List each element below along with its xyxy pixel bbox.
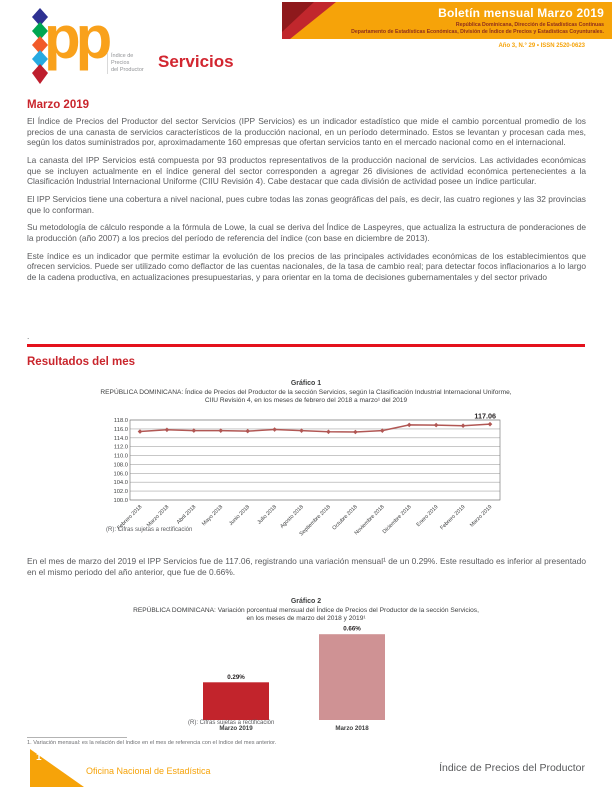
svg-text:0.66%: 0.66%	[343, 625, 361, 633]
svg-text:112.0: 112.0	[113, 444, 128, 451]
paragraph: La canasta del IPP Servicios está compuesta por 93 productos representativos de la producción nacional de servicios. Las actividades económicas que se incluyen actualmente en el índice general del sector corresponden a agregar 26 divisiones de actividad económica pertenecientes a la Clasificación Industrial Internacional Uniforme (CIIU Revisión 4). Cabe destacar que cada división de actividad posee un índice particular.	[27, 155, 586, 187]
stray-period: .	[27, 331, 30, 341]
results-paragraph: En el mes de marzo del 2019 el IPP Servicios fue de 117.06, registrando una variación mensual¹ de un 0.29%. Este resultado es inferior al presentado en el mismo periodo del año anterior, que fue de 0.66%.	[27, 556, 586, 577]
svg-text:Diciembre 2018: Diciembre 2018	[381, 504, 413, 536]
svg-text:Marzo 2018: Marzo 2018	[335, 725, 369, 732]
paragraph: El IPP Servicios tiene una cobertura a nivel nacional, pues cubre todas las zonas geográficas del país, es decir, las cuatro regiones y las 32 provincias que lo conforman.	[27, 194, 586, 215]
results-heading: Resultados del mes	[27, 356, 136, 368]
page-number: 1	[36, 752, 42, 763]
banner-subtitle-2: Departamento de Estadísticas Económicas, División de Índice de Precios y Estadísticas Coyunturales.	[351, 29, 604, 35]
svg-text:117.06: 117.06	[474, 412, 496, 421]
footnote-1: 1. Variación mensual: es la relación del índice en el mes de referencia con el índice del mes anterior.	[27, 740, 277, 746]
tagline-line: Índice de	[111, 53, 134, 59]
intro-paragraphs	[27, 116, 586, 290]
banner-ribbon-icon	[282, 2, 342, 39]
banner	[282, 2, 612, 39]
issue-line: Año 3, N.° 29 • ISSN 2520-0623	[498, 43, 585, 49]
svg-text:Agosto 2018: Agosto 2018	[279, 504, 305, 530]
paragraph: El Índice de Precios del Productor del sector Servicios (IPP Servicios) es un indicador estadístico que mide el cambio porcentual promedio de los precios de una canasta de servicios característicos de la producción nacional, en un período determinado. Estos se levantan y procesan cada mes, según los datos suministrados por, aproximadamente 160 empresas que ofertan servicios tanto en el mercado nacional como en el internacional.	[27, 116, 586, 148]
svg-text:114.0: 114.0	[113, 435, 128, 442]
footnote-separator	[27, 737, 127, 738]
svg-text:104.0: 104.0	[113, 480, 128, 487]
svg-text:102.0: 102.0	[113, 489, 128, 496]
chart1-title-line1: REPÚBLICA DOMINICANA: Índice de Precios del Productor de la sección Servicios, según la Clasificación Industrial Internacional Uniforme,	[100, 388, 512, 396]
svg-text:100.0: 100.0	[113, 498, 128, 504]
chart2-title-line1: REPÚBLICA DOMINICANA: Variación porcentual mensual del Índice de Precios del Productor de la sección Servicios,	[133, 606, 479, 614]
ipp-logo-brand: pp	[44, 4, 108, 71]
chart2-footnote: (R): Cifras sujetas a rectificación	[188, 720, 275, 726]
svg-text:Julio 2018: Julio 2018	[256, 504, 279, 526]
svg-text:Junio 2018: Junio 2018	[228, 504, 252, 528]
svg-text:Abril 2018: Abril 2018	[175, 504, 198, 526]
svg-text:108.0: 108.0	[113, 462, 128, 469]
svg-text:Noviembre 2018: Noviembre 2018	[353, 504, 386, 537]
footer-right-label: Índice de Precios del Productor	[439, 762, 585, 774]
svg-text:110.0: 110.0	[113, 453, 128, 460]
red-divider	[27, 344, 585, 347]
chart1-caption	[40, 380, 572, 404]
svg-text:Marzo 2019: Marzo 2019	[469, 504, 494, 529]
svg-text:Febrero 2018: Febrero 2018	[116, 504, 144, 532]
chart1-label: Gráfico 1	[290, 380, 322, 387]
svg-text:Octubre 2018: Octubre 2018	[331, 504, 359, 532]
svg-text:Septiembre 2018: Septiembre 2018	[298, 504, 332, 538]
svg-text:Enero 2019: Enero 2019	[415, 504, 440, 529]
chart2-label: Gráfico 2	[290, 598, 322, 605]
svg-text:Mayo 2018: Mayo 2018	[201, 504, 225, 528]
svg-text:0.29%: 0.29%	[227, 673, 245, 681]
paragraph: Su metodología de cálculo responde a la fórmula de Lowe, la cual se deriva del Índice de Laspeyres, que actualiza la estructura de ponderaciones de la producción (año 2007) a los precios del período de referencia del índice (con base en diciembre de 2013).	[27, 222, 586, 244]
svg-text:118.0: 118.0	[113, 418, 128, 424]
results-paragraph-block	[27, 556, 586, 584]
chart2-caption	[40, 598, 572, 622]
banner-title: Boletín mensual Marzo 2019	[438, 6, 604, 20]
svg-text:106.0: 106.0	[113, 471, 128, 478]
month-heading: Marzo 2019	[27, 99, 90, 111]
paragraph: Este índice es un indicador que permite estimar la evolución de los precios de las principales actividades económicas de los establecimientos que ofrecen servicios. Puede ser utilizado como deflactor de las cuentas nacionales, de la tasa de cambio real; para detectar focos inflacionarios a lo largo de la cadena productiva, en actualizaciones presupuestarias, y para orientar en la toma de decisiones gubernamentales y del sector privado	[27, 250, 586, 283]
svg-text:116.0: 116.0	[113, 426, 128, 433]
tagline-line: del Productor	[111, 67, 144, 74]
chart1-title-line2: CIIU Revisión 4, en los meses de febrero del 2018 a marzo¹ del 2019	[204, 397, 408, 404]
footer-left-label: Oficina Nacional de Estadística	[86, 766, 211, 776]
svg-text:Marzo 2018: Marzo 2018	[145, 504, 171, 529]
chart2-title-line2: en los meses de marzo del 2018 y 2019¹	[246, 615, 366, 622]
svg-text:Febrero 2019: Febrero 2019	[439, 504, 467, 532]
chart1-line-chart	[100, 412, 506, 543]
svg-text:Marzo 2019: Marzo 2019	[219, 725, 253, 732]
chart1-footnote: (R): Cifras sujetas a rectificación	[106, 527, 193, 533]
banner-subtitle-1: República Dominicana, Dirección de Estadísticas Continuas	[455, 21, 604, 28]
tagline-line: Precios	[111, 60, 130, 67]
ipp-logo-tagline	[107, 53, 144, 74]
section-title: Servicios	[158, 52, 234, 71]
